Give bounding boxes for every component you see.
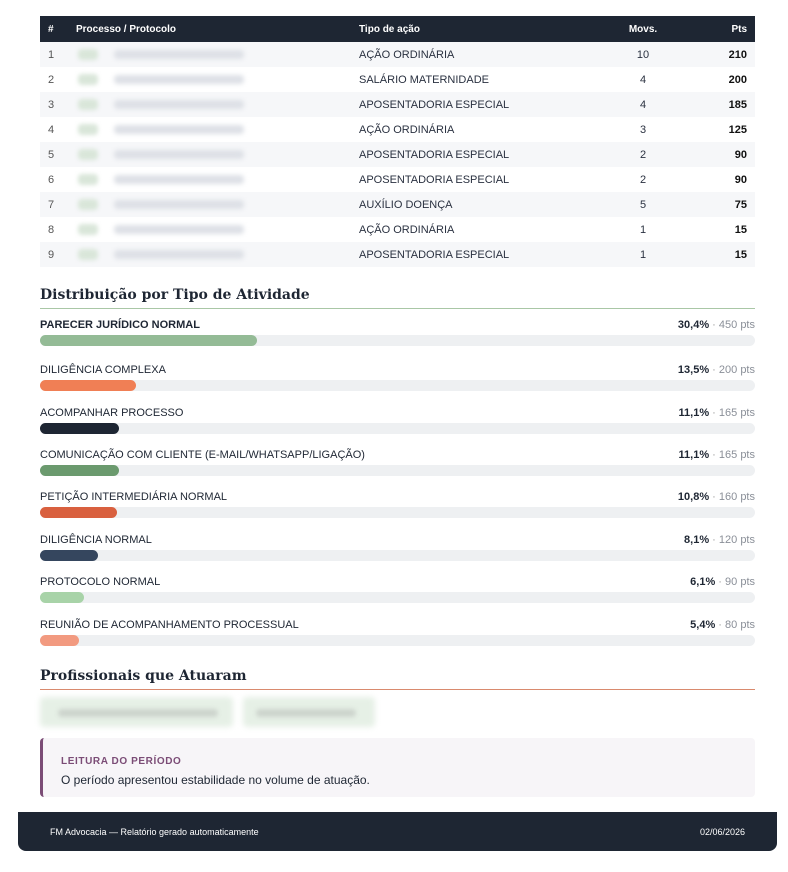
header-num: #: [48, 23, 54, 35]
row-pts: 125: [728, 123, 747, 136]
professional-name-redacted: [58, 709, 218, 717]
separator-dot: ·: [715, 576, 726, 588]
progress-fill: [40, 423, 119, 434]
progress-track: [40, 550, 755, 561]
row-pts: 75: [734, 198, 747, 211]
row-movs: 4: [639, 98, 647, 111]
activity-value: [684, 534, 755, 548]
redacted-block: [114, 150, 244, 159]
distribution-item: [40, 407, 755, 434]
redacted-block: [114, 225, 244, 234]
progress-track: [40, 507, 755, 518]
activity-percent: 8,1%: [684, 534, 710, 546]
activity-label: DILIGÊNCIA COMPLEXA: [40, 364, 166, 376]
row-num: 9: [48, 248, 55, 261]
row-pts: 90: [734, 148, 747, 161]
row-movs: 1: [639, 248, 647, 261]
separator-dot: ·: [709, 407, 719, 419]
separator-dot: ·: [709, 534, 719, 546]
row-movs: 10: [636, 48, 650, 61]
redacted-block: [78, 49, 98, 60]
progress-fill: [40, 592, 84, 603]
row-movs: 4: [639, 73, 647, 86]
activity-pts: 200 pts: [718, 364, 755, 376]
row-pts: 15: [734, 223, 747, 236]
redacted-block: [114, 125, 244, 134]
row-num: 3: [48, 98, 55, 111]
row-processo-redacted: [76, 217, 359, 242]
row-tipo: APOSENTADORIA ESPECIAL: [359, 148, 510, 161]
row-movs: 1: [639, 223, 647, 236]
row-num: 5: [48, 148, 55, 161]
table-row: [40, 92, 755, 117]
distribution-item: [40, 491, 755, 518]
row-movs: 5: [639, 198, 647, 211]
activity-label: COMUNICAÇÃO COM CLIENTE (E-MAIL/WHATSAPP/LIGAÇÃO): [40, 449, 365, 461]
activity-percent: 5,4%: [690, 619, 716, 631]
row-tipo: AUXÍLIO DOENÇA: [359, 198, 453, 211]
row-pts: 15: [734, 248, 747, 261]
row-tipo: AÇÃO ORDINÁRIA: [359, 48, 455, 61]
redacted-block: [78, 149, 98, 160]
redacted-block: [114, 75, 244, 84]
separator-dot: ·: [715, 619, 726, 631]
professional-name-redacted: [256, 709, 356, 717]
distribution-item: [40, 319, 755, 346]
distribution-item: [40, 449, 755, 476]
activity-pts: 165 pts: [718, 407, 755, 419]
period-reading-note: [40, 738, 755, 797]
distribution-item: [40, 364, 755, 391]
activity-value: [678, 319, 755, 333]
progress-track: [40, 380, 755, 391]
distribution-item: [40, 534, 755, 561]
activity-value: [679, 449, 755, 463]
separator-dot: ·: [709, 319, 719, 331]
redacted-block: [78, 174, 98, 185]
progress-track: [40, 592, 755, 603]
row-num: 4: [48, 123, 55, 136]
row-movs: 2: [639, 173, 647, 186]
note-title: LEITURA DO PERÍODO: [61, 756, 182, 767]
progress-track: [40, 423, 755, 434]
activity-pts: 80 pts: [725, 619, 755, 631]
row-processo-redacted: [76, 167, 359, 192]
activity-pts: 120 pts: [718, 534, 755, 546]
progress-fill: [40, 550, 98, 561]
row-pts: 185: [728, 98, 747, 111]
activity-label: ACOMPANHAR PROCESSO: [40, 407, 184, 419]
row-num: 2: [48, 73, 55, 86]
row-pts: 90: [734, 173, 747, 186]
redacted-block: [114, 200, 244, 209]
row-movs: 2: [639, 148, 647, 161]
row-num: 6: [48, 173, 55, 186]
row-processo-redacted: [76, 117, 359, 142]
separator-dot: ·: [709, 449, 719, 461]
row-num: 1: [48, 48, 55, 61]
header-processo-label: Processo / Protocolo: [76, 23, 177, 35]
row-pts: 210: [728, 48, 747, 61]
table-row: [40, 192, 755, 217]
redacted-block: [78, 99, 98, 110]
row-processo-redacted: [76, 92, 359, 117]
activity-pts: 160 pts: [718, 491, 755, 503]
redacted-block: [114, 50, 244, 59]
table-row: [40, 42, 755, 67]
activity-label: DILIGÊNCIA NORMAL: [40, 534, 152, 546]
separator-dot: ·: [709, 491, 719, 503]
progress-fill: [40, 635, 79, 646]
row-processo-redacted: [76, 242, 359, 267]
row-processo-redacted: [76, 42, 359, 67]
row-processo-redacted: [76, 192, 359, 217]
progress-fill: [40, 507, 117, 518]
progress-fill: [40, 380, 136, 391]
redacted-block: [78, 224, 98, 235]
row-pts: 200: [728, 73, 747, 86]
table-row: [40, 67, 755, 92]
activity-label: PARECER JURÍDICO NORMAL: [40, 319, 200, 331]
activity-percent: 6,1%: [690, 576, 716, 588]
activity-value: [678, 364, 755, 378]
activity-pts: 90 pts: [725, 576, 755, 588]
table-row: [40, 217, 755, 242]
activity-value: [690, 619, 755, 633]
report-footer: [18, 812, 777, 851]
row-num: 7: [48, 198, 55, 211]
redacted-block: [114, 250, 244, 259]
progress-fill: [40, 335, 257, 346]
header-tipo: Tipo de ação: [359, 23, 420, 35]
table-header: [40, 16, 755, 42]
separator-dot: ·: [709, 364, 719, 376]
row-tipo: AÇÃO ORDINÁRIA: [359, 223, 455, 236]
redacted-block: [114, 175, 244, 184]
note-text: O período apresentou estabilidade no volume de atuação.: [61, 773, 370, 787]
footer-company: FM Advocacia — Relatório gerado automaticamente: [50, 826, 259, 837]
activity-value: [679, 407, 755, 421]
row-tipo: APOSENTADORIA ESPECIAL: [359, 98, 510, 111]
professionals-title: Profissionais que Atuaram: [40, 668, 755, 690]
row-num: 8: [48, 223, 55, 236]
header-pts: Pts: [731, 23, 747, 35]
distribution-item: [40, 619, 755, 646]
activity-percent: 10,8%: [677, 491, 710, 503]
header-movs: Movs.: [628, 23, 658, 35]
progress-track: [40, 465, 755, 476]
row-tipo: SALÁRIO MATERNIDADE: [359, 73, 489, 86]
table-row: [40, 242, 755, 267]
process-table: [40, 16, 755, 267]
footer-date: 02/06/2026: [699, 826, 745, 837]
activity-value: [678, 491, 755, 505]
table-body: [40, 42, 755, 267]
redacted-block: [78, 199, 98, 210]
activity-percent: 30,4%: [677, 319, 710, 331]
row-processo-redacted: [76, 67, 359, 92]
table-row: [40, 142, 755, 167]
row-tipo: APOSENTADORIA ESPECIAL: [359, 173, 510, 186]
row-tipo: APOSENTADORIA ESPECIAL: [359, 248, 510, 261]
activity-pts: 450 pts: [718, 319, 755, 331]
table-row: [40, 167, 755, 192]
header-processo: [76, 16, 359, 42]
activity-label: REUNIÃO DE ACOMPANHAMENTO PROCESSUAL: [40, 619, 299, 631]
row-movs: 3: [639, 123, 647, 136]
activity-label: PETIÇÃO INTERMEDIÁRIA NORMAL: [40, 491, 228, 503]
activity-value: [690, 576, 755, 590]
row-tipo: AÇÃO ORDINÁRIA: [359, 123, 455, 136]
redacted-block: [78, 74, 98, 85]
activity-percent: 13,5%: [677, 364, 710, 376]
row-processo-redacted: [76, 142, 359, 167]
table-row: [40, 117, 755, 142]
distribution-title: Distribuição por Tipo de Atividade: [40, 287, 755, 309]
progress-fill: [40, 465, 119, 476]
redacted-block: [78, 124, 98, 135]
progress-track: [40, 635, 755, 646]
activity-pts: 165 pts: [718, 449, 755, 461]
redacted-block: [78, 249, 98, 260]
distribution-item: [40, 576, 755, 603]
progress-track: [40, 335, 755, 346]
activity-label: PROTOCOLO NORMAL: [40, 576, 161, 588]
activity-percent: 11,1%: [678, 449, 710, 461]
redacted-block: [114, 100, 244, 109]
activity-percent: 11,1%: [678, 407, 710, 419]
